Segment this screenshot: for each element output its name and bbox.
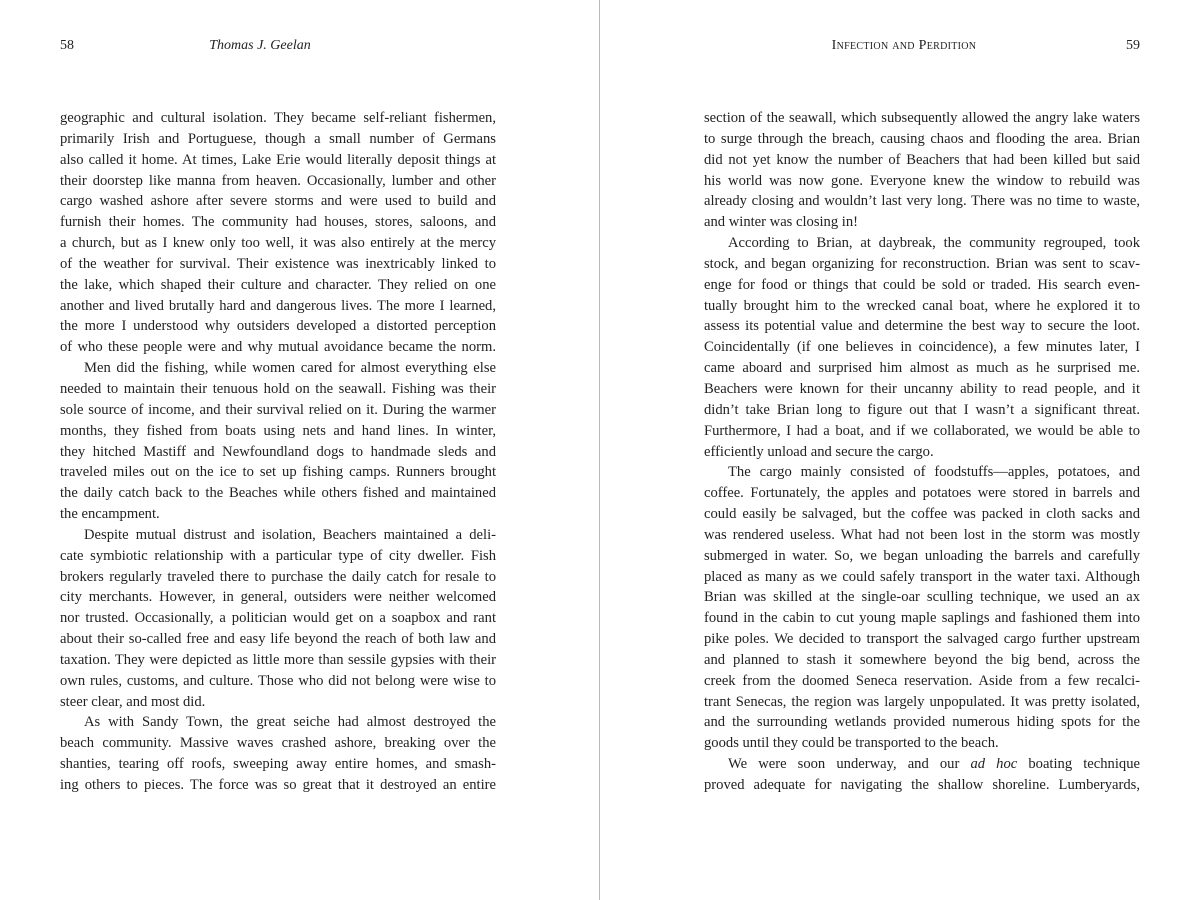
- text-line: sole source of income, and their survival relied on it. During the warmer: [60, 401, 496, 418]
- text-line: tually brought him to the wrecked canal boat, where he explored it to: [704, 297, 1140, 314]
- text-line: enge for food or things that could be sold or traded. His search even-: [704, 276, 1140, 293]
- text-line: Coincidentally (if one believes in coincidence), a few minutes later, I: [704, 339, 1140, 356]
- text-line: nor trusted. Occasionally, a politician would get on a soapbox and rant: [60, 610, 496, 627]
- text-line: Despite mutual distrust and isolation, Beachers maintained a deli-: [84, 526, 496, 543]
- text-line: cate symbiotic relationship with a particular type of city dweller. Fish: [60, 547, 496, 564]
- text-line: stock, and began organizing for reconstruction. Brian was sent to scav-: [704, 255, 1140, 272]
- text-line: geographic and cultural isolation. They became self-reliant fishermen,: [60, 110, 496, 126]
- text-line: ing others to pieces. The force was so great that it destroyed an entire: [60, 777, 496, 793]
- left-running-title: Thomas J. Geelan: [209, 38, 311, 53]
- text-line: Men did the fishing, while women cared for almost everything else: [84, 360, 496, 377]
- text-line: efficiently unload and secure the cargo.: [704, 443, 934, 460]
- text-line: and planned to stash it somewhere beyond the big bend, across the: [704, 651, 1140, 668]
- text-line: primarily Irish and Portuguese, though a small number of Germans: [60, 130, 496, 147]
- text-line: the more I understood why outsiders developed a distorted perception: [60, 318, 496, 335]
- text-line: assess its potential value and determine the best way to secure the loot.: [704, 318, 1140, 335]
- text-line: could easily be salvaged, but the coffee was packed in cloth sacks and: [704, 506, 1140, 523]
- text-line: taxation. They were depicted as little more than sessile gypsies with their: [60, 651, 496, 668]
- right-running-title: Infection and Perdition: [831, 38, 977, 53]
- text-line: beach community. Massive waves crashed ashore, breaking over the: [60, 735, 496, 752]
- gutter-divider: [599, 0, 600, 900]
- right-page: [704, 0, 1140, 900]
- text-line: According to Brian, at daybreak, the community regrouped, took: [728, 235, 1140, 252]
- right-page-number: 59: [1126, 38, 1140, 53]
- text-line: creek from the doomed Seneca reservation. Aside from a few recalci-: [704, 672, 1140, 689]
- text-line: and the surrounding wetlands provided numerous hiding spots for the: [704, 714, 1140, 731]
- text-line: steer clear, and most did.: [60, 693, 206, 710]
- text-line: pike poles. We decided to transport the salvaged cargo further upstream: [704, 631, 1140, 648]
- text-line: As with Sandy Town, the great seiche had almost destroyed the: [84, 714, 496, 731]
- text-line: submerged in water. So, we began unloading the barrels and carefully: [704, 547, 1140, 564]
- text-line: section of the seawall, which subsequently allowed the angry lake waters: [704, 110, 1140, 126]
- text-line: and winter was closing in!: [704, 214, 859, 231]
- text-line: about their so-called free and easy life beyond the reach of both law and: [60, 631, 496, 648]
- text-line: Beachers were known for their uncanny ability to read people, and it: [704, 380, 1140, 397]
- left-page-number: 58: [60, 38, 74, 53]
- text-line: of the weather for survival. Their existence was inextricably linked to: [60, 255, 496, 272]
- left-page: [60, 0, 496, 900]
- text-line: trant Senecas, the region was largely unpopulated. It was pretty isolated,: [704, 693, 1140, 710]
- text-line: shanties, tearing off roofs, sweeping away entire homes, and smash-: [60, 756, 496, 773]
- text-line: also called it home. At times, Lake Erie would literally deposit things at: [60, 151, 496, 168]
- text-line: his world was now gone. Everyone knew the window to rebuild was: [704, 172, 1140, 189]
- text-line: a church, but as I knew only too well, it was also entirely at the mercy: [60, 235, 496, 252]
- text-line: Furthermore, I had a boat, and if we collaborated, we would be able to: [704, 422, 1140, 439]
- text-line: needed to maintain their tenuous hold on the seawall. Fishing was their: [60, 380, 496, 397]
- text-line: placed as many as we could safely transport in the water taxi. Although: [704, 568, 1140, 585]
- text-line: already closing and wouldn’t last very long. There was no time to waste,: [704, 193, 1140, 210]
- text-line: furnish their homes. The community had houses, stores, saloons, and: [60, 214, 496, 231]
- text-line: of who these people were and why mutual avoidance became the norm.: [60, 339, 496, 356]
- text-line: they hitched Mastiff and Newfoundland dogs to handmade sleds and: [60, 443, 496, 460]
- text-line: own rules, customs, and culture. Those who did not belong were wise to: [60, 672, 496, 689]
- text-line: another and lived brutally hard and dangerous lives. The more I learned,: [60, 297, 496, 314]
- text-line: traveled miles out on the ice to set up fishing camps. Runners brought: [60, 464, 496, 481]
- text-line: coffee. Fortunately, the apples and potatoes were stored in barrels and: [704, 485, 1140, 502]
- text-line: was rendered useless. What had not been lost in the storm was mostly: [704, 526, 1140, 543]
- text-line: the daily catch back to the Beaches while others fished and maintained: [60, 485, 496, 502]
- text-line: months, they fished from boats using nets and hand lines. In winter,: [60, 422, 496, 439]
- text-line: proved adequate for navigating the shallow shoreline. Lumberyards,: [704, 777, 1140, 793]
- text-line: The cargo mainly consisted of foodstuffs—apples, potatoes, and: [728, 464, 1140, 481]
- text-line: did not yet know the number of Beachers that had been killed but said: [704, 151, 1140, 168]
- text-line: brokers regularly traveled there to purchase the daily catch for resale to: [60, 568, 496, 585]
- text-line: city merchants. However, in general, outsiders were neither welcomed: [60, 589, 496, 606]
- text-line: didn’t take Brian long to figure out that I wasn’t a significant threat.: [704, 401, 1140, 418]
- text-line: their doorstep like manna from heaven. Occasionally, lumber and other: [60, 172, 496, 189]
- right-body-text: [704, 108, 1140, 796]
- text-line: came aboard and surprised him almost as much as he surprised me.: [704, 360, 1140, 377]
- left-body-text: [60, 108, 496, 796]
- text-line: found in the cabin to cut young maple saplings and fashioned them into: [704, 610, 1140, 627]
- text-line: goods until they could be transported to the beach.: [704, 735, 999, 752]
- text-line: the lake, which shaped their culture and character. They relied on one: [60, 276, 496, 293]
- text-line: Brian was skilled at the single-oar sculling technique, we used an ax: [704, 589, 1140, 606]
- text-line: the encampment.: [60, 506, 160, 523]
- text-line: cargo washed ashore after severe storms and were used to build and: [60, 193, 496, 210]
- text-line: We were soon underway, and our ad hoc boating technique: [728, 756, 1140, 773]
- text-line: to surge through the breach, causing chaos and flooding the area. Brian: [704, 130, 1140, 147]
